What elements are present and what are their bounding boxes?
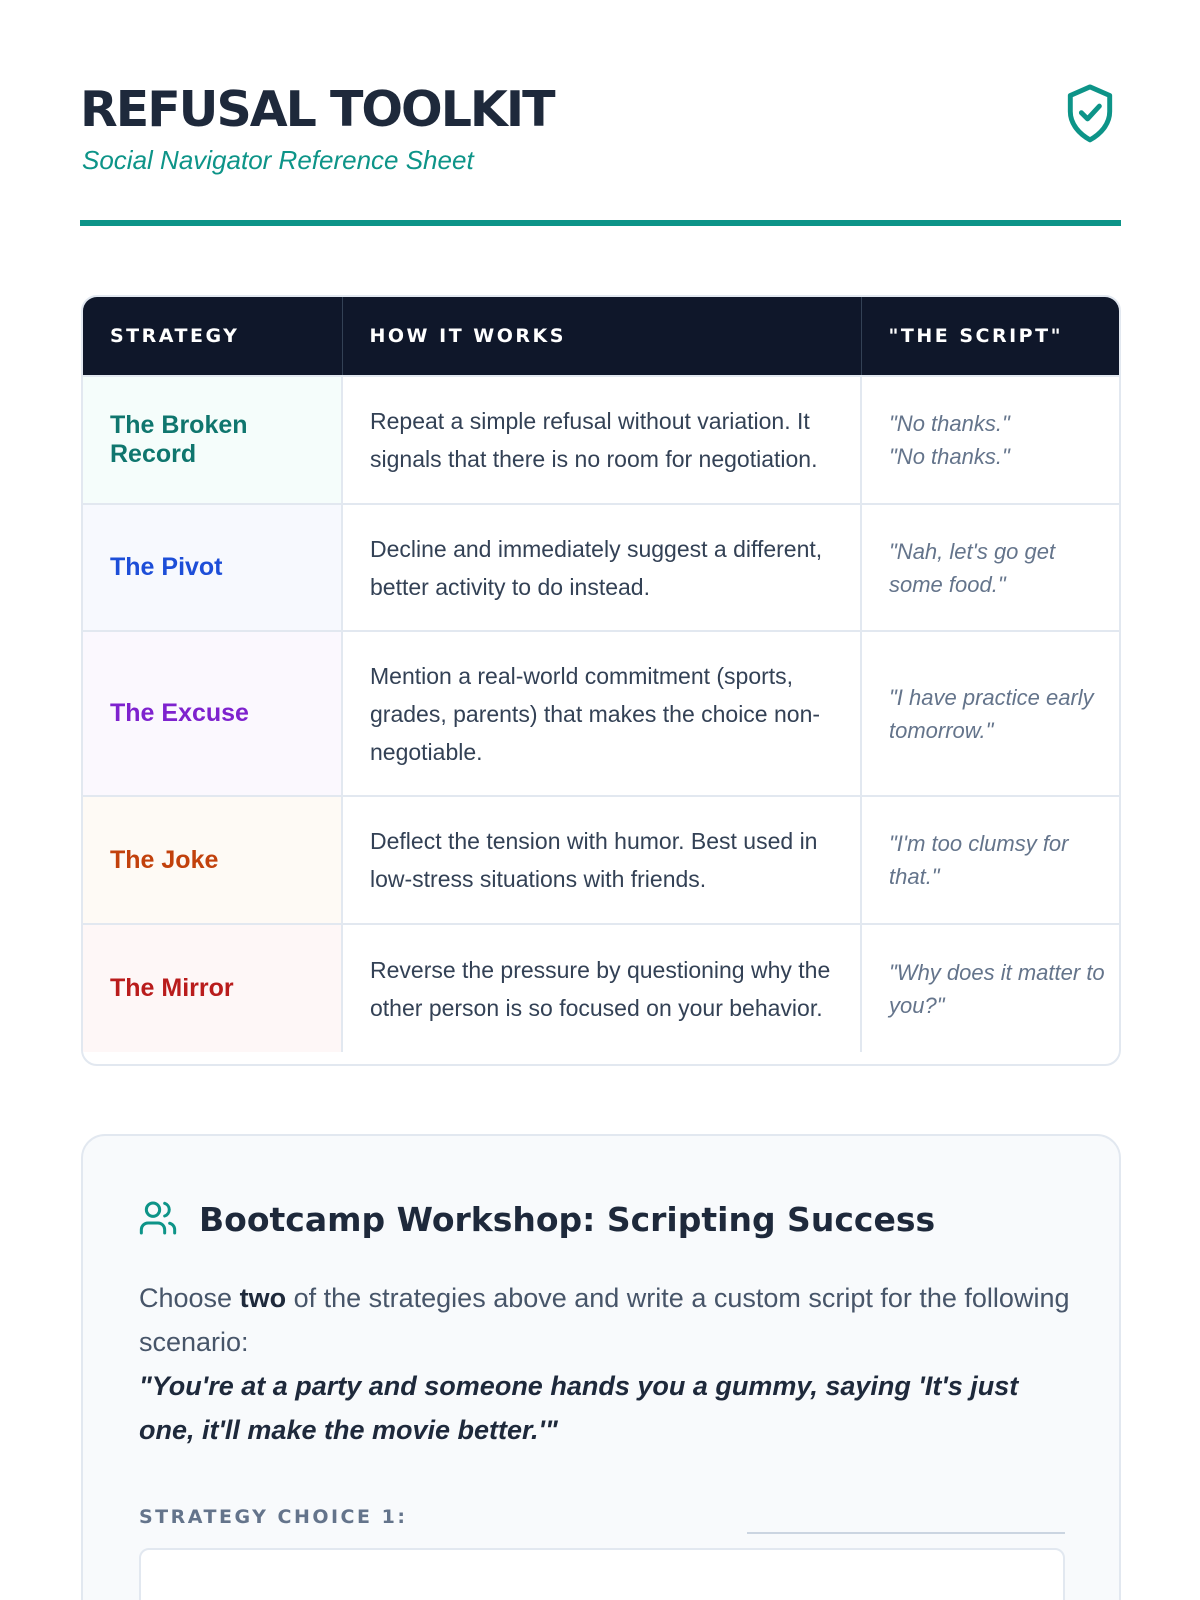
table-row bbox=[83, 631, 1121, 796]
column-header-how-it-works: HOW IT WORKS bbox=[342, 297, 861, 376]
table-row bbox=[83, 796, 1121, 924]
strategy-description: Repeat a simple refusal without variation. It signals that there is no room for negotiation. bbox=[342, 376, 861, 504]
script-line: "No thanks." bbox=[889, 411, 1010, 436]
table-row bbox=[83, 376, 1121, 504]
script-line: "Why does it matter to you?" bbox=[889, 959, 1105, 1018]
script-line: "Nah, let's go get some food." bbox=[889, 538, 1056, 597]
column-header-strategy: STRATEGY bbox=[83, 297, 342, 376]
strategy-choice-1-field[interactable] bbox=[139, 1548, 1065, 1600]
workshop-instructions bbox=[139, 1276, 1079, 1452]
strategy-choice-1-label: STRATEGY CHOICE 1: bbox=[139, 1506, 408, 1528]
strategy-name: The Broken Record bbox=[83, 376, 342, 504]
table-row bbox=[83, 924, 1121, 1052]
strategy-script bbox=[861, 924, 1121, 1052]
page-title: REFUSAL TOOLKIT bbox=[80, 81, 554, 138]
workshop-title: Bootcamp Workshop: Scripting Success bbox=[199, 1200, 936, 1239]
users-icon bbox=[138, 1198, 178, 1238]
instruction-text-rest: of the strategies above and write a custom script for the following scenario: bbox=[139, 1283, 1070, 1357]
strategy-table bbox=[81, 295, 1121, 1066]
column-header-script: "THE SCRIPT" bbox=[888, 325, 1063, 347]
header-divider bbox=[80, 220, 1121, 226]
header bbox=[80, 80, 1120, 230]
instruction-text: Choose bbox=[139, 1283, 240, 1313]
table-row bbox=[83, 504, 1121, 631]
scenario-quote: "You're at a party and someone hands you a gummy, saying 'It's just one, it'll make the movie better.'" bbox=[139, 1371, 1019, 1445]
strategy-description: Mention a real-world commitment (sports, grades, parents) that makes the choice non-negotiable. bbox=[342, 631, 861, 796]
strategy-description: Reverse the pressure by questioning why the other person is so focused on your behavior. bbox=[342, 924, 861, 1052]
page-subtitle: Social Navigator Reference Sheet bbox=[82, 145, 474, 175]
shield-check-icon bbox=[1060, 82, 1120, 146]
strategy-description: Decline and immediately suggest a different, better activity to do instead. bbox=[342, 504, 861, 631]
script-line: "I'm too clumsy for that." bbox=[889, 831, 1069, 889]
strategy-script bbox=[861, 631, 1121, 796]
strategy-description: Deflect the tension with humor. Best used in low-stress situations with friends. bbox=[342, 796, 861, 924]
strategy-script bbox=[861, 376, 1121, 504]
workshop-panel bbox=[81, 1134, 1121, 1600]
strategy-name: The Pivot bbox=[83, 504, 342, 631]
instruction-emphasis: two bbox=[239, 1283, 287, 1313]
script-line: "No thanks." bbox=[889, 444, 1010, 469]
table-header-row bbox=[83, 297, 1121, 376]
strategy-choice-1-underline[interactable] bbox=[747, 1532, 1065, 1534]
strategy-script bbox=[861, 504, 1121, 631]
strategy-name: The Joke bbox=[83, 796, 342, 924]
strategy-script bbox=[861, 796, 1121, 924]
strategy-name: The Excuse bbox=[83, 631, 342, 796]
script-line: "I have practice early tomorrow." bbox=[889, 684, 1094, 743]
strategy-name: The Mirror bbox=[83, 924, 342, 1052]
